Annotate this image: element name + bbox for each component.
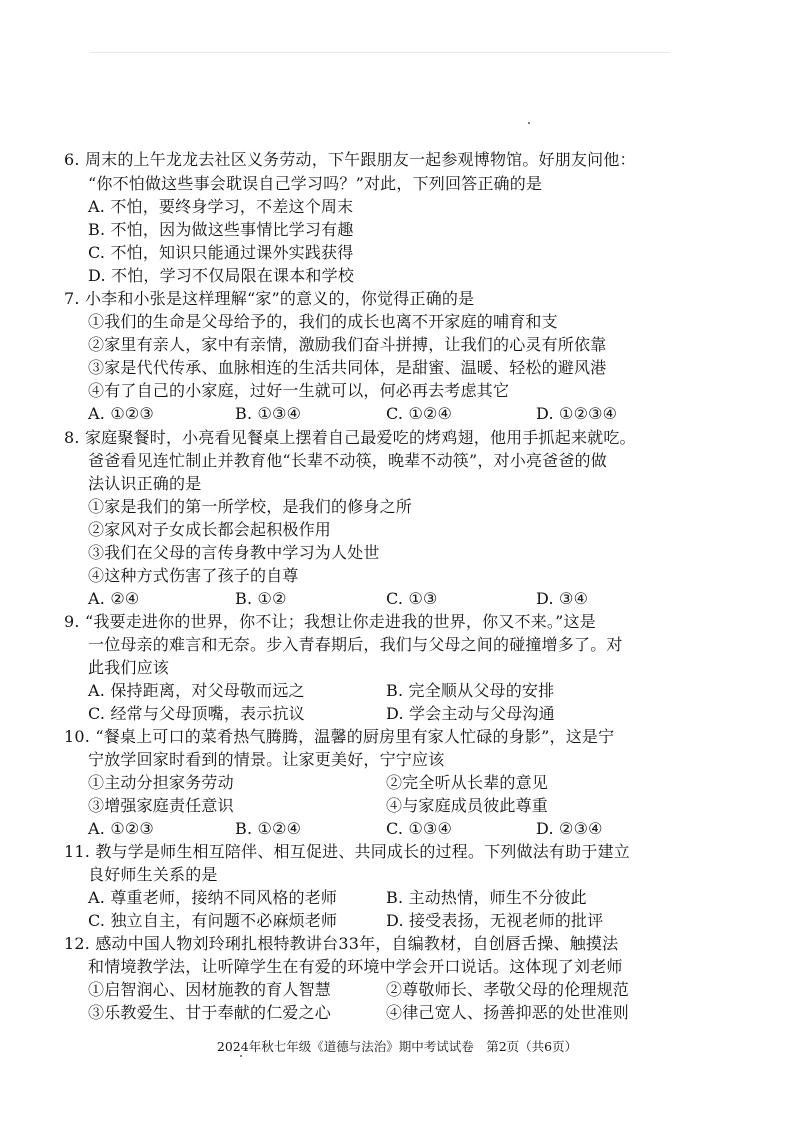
- question-9-option-c: C. 经常与父母顶嘴，表示抗议: [88, 704, 305, 723]
- question-6-stem: 6. 周末的上午龙龙去社区义务劳动，下午跟朋友一起参观博物馆。好朋友问他：: [64, 150, 636, 169]
- question-10-stem: 10. “餐桌上可口的菜肴热气腾腾，温馨的厨房里有家人忙碌的身影”，这是宁: [64, 727, 615, 746]
- question-10-choice-a: A. ①②③: [88, 819, 154, 838]
- question-11-option-b: B. 主动热情，师生不分彼此: [386, 888, 587, 907]
- question-7-stem: 7. 小李和小张是这样理解“家”的意义的，你觉得正确的是: [64, 289, 475, 308]
- question-8-choice-a: A. ②④: [88, 589, 140, 608]
- question-10-item-2: ②完全听从长辈的意见: [386, 773, 549, 792]
- question-12-item-4: ④律己宽人、扬善抑恶的处世准则: [386, 1003, 630, 1022]
- question-8-choice-b: B. ①②: [235, 589, 287, 608]
- question-10-stem-cont: 宁放学回家时看到的情景。让家更美好，宁宁应该: [88, 750, 445, 769]
- question-9-option-b: B. 完全顺从父母的安排: [386, 681, 555, 700]
- question-10-item-3: ③增强家庭责任意识: [88, 796, 234, 815]
- question-6-stem-cont: “你不怕做这些事会耽误自己学习吗？”对此，下列回答正确的是: [88, 174, 543, 193]
- question-6-option-a: A. 不怕，要终身学习，不差这个周末: [88, 197, 354, 216]
- question-7-choice-b: B. ①③④: [235, 404, 302, 423]
- question-12-item-3: ③乐教爱生、甘于奉献的仁爱之心: [88, 1003, 332, 1022]
- question-9-stem-cont-1: 一位母亲的难言和无奈。步入青春期后，我们与父母之间的碰撞增多了。对: [88, 635, 623, 654]
- question-7-item-3: ③家是代代传承、血脉相连的生活共同体，是甜蜜、温暖、轻松的避风港: [88, 358, 607, 377]
- question-10-choice-c: C. ①③④: [386, 819, 453, 838]
- question-9-option-d: D. 学会主动与父母沟通: [386, 704, 555, 723]
- question-7-item-4: ④有了自己的小家庭，过好一生就可以，何必再去考虑其它: [88, 381, 510, 400]
- question-11-option-a: A. 尊重老师，接纳不同风格的老师: [88, 888, 338, 907]
- question-8-stem: 8. 家庭聚餐时，小亮看见餐桌上摆着自己最爱吃的烤鸡翅，他用手抓起来就吃。: [64, 428, 636, 447]
- question-10-choice-b: B. ①②④: [235, 819, 302, 838]
- question-8-item-3: ③我们在父母的言传身教中学习为人处世: [88, 543, 380, 562]
- question-8-choice-c: C. ①③: [386, 589, 438, 608]
- question-8-item-4: ④这种方式伤害了孩子的自尊: [88, 566, 299, 585]
- question-8-item-2: ②家风对子女成长都会起积极作用: [88, 520, 332, 539]
- question-7-item-1: ①我们的生命是父母给予的，我们的成长也离不开家庭的哺育和支: [88, 312, 558, 331]
- question-8-item-1: ①家是我们的第一所学校，是我们的修身之所: [88, 497, 413, 516]
- question-7-item-2: ②家里有亲人，家中有亲情，激励我们奋斗拼搏，让我们的心灵有所依靠: [88, 335, 607, 354]
- question-8-choice-d: D. ③④: [536, 589, 589, 608]
- question-7-choice-d: D. ①②③④: [536, 404, 618, 423]
- question-7-choice-a: A. ①②③: [88, 404, 154, 423]
- question-12-stem: 12. 感动中国人物刘玲琍扎根特教讲台33年，自编教材，自创唇舌操、触摸法: [64, 934, 619, 953]
- scan-artifact-top: [90, 52, 670, 53]
- question-9-option-a: A. 保持距离，对父母敬而远之: [88, 681, 305, 700]
- question-6-option-c: C. 不怕，知识只能通过课外实践获得: [88, 243, 354, 262]
- question-12-item-2: ②尊敬师长、孝敬父母的伦理规范: [386, 980, 630, 999]
- question-12-item-1: ①启智润心、因材施教的育人智慧: [88, 980, 332, 999]
- question-8-stem-cont-1: 爸爸看见连忙制止并教育他“长辈不动筷，晚辈不动筷”，对小亮爸爸的做: [88, 451, 607, 470]
- question-10-item-4: ④与家庭成员彼此尊重: [386, 796, 549, 815]
- page-footer: 2024年秋七年级《道德与法治》期中考试试卷 第2页（共6页）: [216, 1039, 578, 1054]
- question-6-option-d: D. 不怕，学习不仅局限在课本和学校: [88, 266, 355, 285]
- question-11-stem-cont: 良好师生关系的是: [88, 865, 218, 884]
- question-7-choice-c: C. ①②④: [386, 404, 453, 423]
- question-6-option-b: B. 不怕，因为做这些事情比学习有趣: [88, 220, 354, 239]
- question-9-stem-cont-2: 此我们应该: [88, 658, 170, 677]
- question-10-choice-d: D. ②③④: [536, 819, 603, 838]
- question-9-stem: 9. “我要走进你的世界，你不让；我想让你走进我的世界，你又不来。”这是: [64, 612, 596, 631]
- scan-speck: [528, 122, 530, 124]
- question-11-option-c: C. 独立自主，有问题不必麻烦老师: [88, 911, 338, 930]
- question-10-item-1: ①主动分担家务劳动: [88, 773, 234, 792]
- question-12-stem-cont: 和情境教学法，让听障学生在有爱的环境中学会开口说话。这体现了刘老师: [88, 957, 623, 976]
- question-8-stem-cont-2: 法认识正确的是: [88, 474, 202, 493]
- question-11-option-d: D. 接受表扬，无视老师的批评: [386, 911, 604, 930]
- question-11-stem: 11. 教与学是师生相互陪伴、相互促进、共同成长的过程。下列做法有助于建立: [64, 842, 630, 861]
- scan-speck: [240, 1055, 242, 1057]
